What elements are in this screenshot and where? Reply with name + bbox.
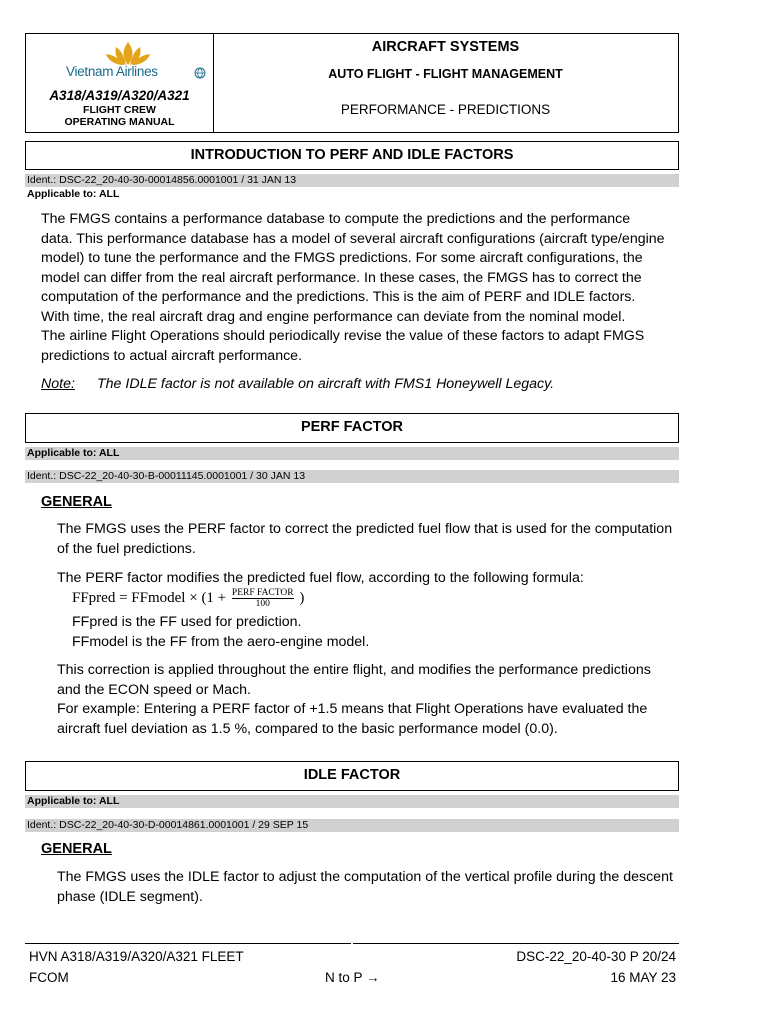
subsystem-title: AUTO FLIGHT - FLIGHT MANAGEMENT: [328, 67, 563, 81]
perf-general-heading: GENERAL: [41, 494, 112, 510]
idle-general-heading: GENERAL: [41, 841, 112, 857]
idle-note: [41, 376, 554, 392]
footer-doc-ref: DSC-22_20-40-30 P 20/24: [516, 949, 676, 964]
intro-line: model) to tune the performance and the FMGS predictions. For some aircraft configurations, the: [41, 250, 643, 266]
intro-line: predictions to actual aircraft performance.: [41, 347, 303, 364]
ffpred-definition: FFpred is the FF used for prediction.: [72, 614, 302, 630]
perf-heading: PERF FACTOR: [25, 413, 679, 443]
header-title-cell: [213, 34, 678, 132]
intro-applicable: Applicable to: ALL: [27, 188, 120, 200]
perf-line: For example: Entering a PERF factor of +1.5 means that Flight Operations have evaluated the: [57, 701, 648, 717]
perf-paragraph-3: [57, 661, 682, 739]
intro-line: The airline Flight Operations should periodically revise the value of these factors to adapt FMGS: [41, 328, 645, 344]
perf-formula: [72, 588, 304, 609]
perf-paragraph-2: The PERF factor modifies the predicted fuel flow, according to the following formula:: [57, 570, 584, 586]
ffmodel-definition: FFmodel is the FF from the aero-engine model.: [72, 634, 370, 650]
aircraft-models: A318/A319/A320/A321: [49, 88, 190, 103]
footer-fleet: HVN A318/A319/A320/A321 FLEET: [29, 949, 244, 964]
intro-ident: Ident.: DSC-22_20-40-30-00014856.0001001 / 31 JAN 13: [25, 174, 679, 187]
header-brand-cell: [26, 34, 214, 132]
idle-line: phase (IDLE segment).: [57, 888, 203, 905]
perf-line: and the ECON speed or Mach.: [57, 681, 251, 698]
formula-denominator: 100: [255, 599, 270, 609]
perf-ident: Ident.: DSC-22_20-40-30-B-00011145.0001001 / 30 JAN 13: [25, 470, 679, 483]
perf-applicable: Applicable to: ALL: [25, 447, 679, 460]
idle-heading: IDLE FACTOR: [25, 761, 679, 791]
intro-heading: INTRODUCTION TO PERF AND IDLE FACTORS: [25, 141, 679, 170]
note-label: Note:: [41, 376, 75, 392]
intro-line: The FMGS contains a performance database to compute the predictions and the performance: [41, 211, 631, 227]
perf-line: The FMGS uses the PERF factor to correct the predicted fuel flow that is used for the computation: [57, 521, 673, 537]
intro-paragraph: [41, 210, 681, 366]
section-title: PERFORMANCE - PREDICTIONS: [340, 102, 551, 117]
footer-date: 16 MAY 23: [610, 970, 676, 985]
intro-line: computation of the performance and the predictions. This is the aim of PERF and IDLE factors.: [41, 289, 636, 305]
footer-manual: FCOM: [29, 970, 69, 985]
perf-line: This correction is applied throughout the entire flight, and modifies the performance predictions: [57, 662, 651, 678]
formula-lhs: FFpred = FFmodel ×: [72, 589, 198, 606]
intro-line: model can differ from the real aircraft performance. In these cases, the FMGS has to correct the: [41, 269, 642, 286]
formula-close: ): [299, 589, 305, 606]
formula-fraction: [232, 588, 294, 609]
intro-line: With time, the real aircraft drag and engine performance can deviate from the nominal model.: [41, 308, 626, 325]
globe-icon: [194, 67, 206, 79]
page-header: [25, 33, 679, 133]
system-title: AIRCRAFT SYSTEMS: [371, 39, 520, 55]
perf-line: of the fuel predictions.: [57, 540, 196, 557]
intro-line: data. This performance database has a model of several aircraft configurations (aircraft type/engine: [41, 230, 665, 247]
idle-applicable: Applicable to: ALL: [25, 795, 679, 808]
footer-divider-right: [353, 943, 679, 944]
footer-divider-left: [25, 943, 351, 944]
perf-line: aircraft fuel deviation as 1.5 %, compared to the basic performance model (0.0).: [57, 720, 558, 737]
idle-paragraph: [57, 868, 682, 907]
note-text: The IDLE factor is not available on aircraft with FMS1 Honeywell Legacy.: [97, 376, 555, 392]
formula-open: (1 +: [201, 589, 227, 606]
idle-line: The FMGS uses the IDLE factor to adjust the computation of the vertical profile during the descent: [57, 869, 673, 885]
footer-nav: N to P →: [325, 970, 380, 985]
logo-wordmark: Vietnam Airlines: [66, 64, 158, 79]
formula-numerator: PERF FACTOR: [231, 588, 294, 598]
manual-name-line1: FLIGHT CREW: [83, 104, 156, 116]
manual-name-line2: OPERATING MANUAL: [64, 116, 175, 128]
idle-ident: Ident.: DSC-22_20-40-30-D-00014861.0001001 / 29 SEP 15: [25, 819, 679, 832]
perf-paragraph-1: [57, 520, 682, 559]
